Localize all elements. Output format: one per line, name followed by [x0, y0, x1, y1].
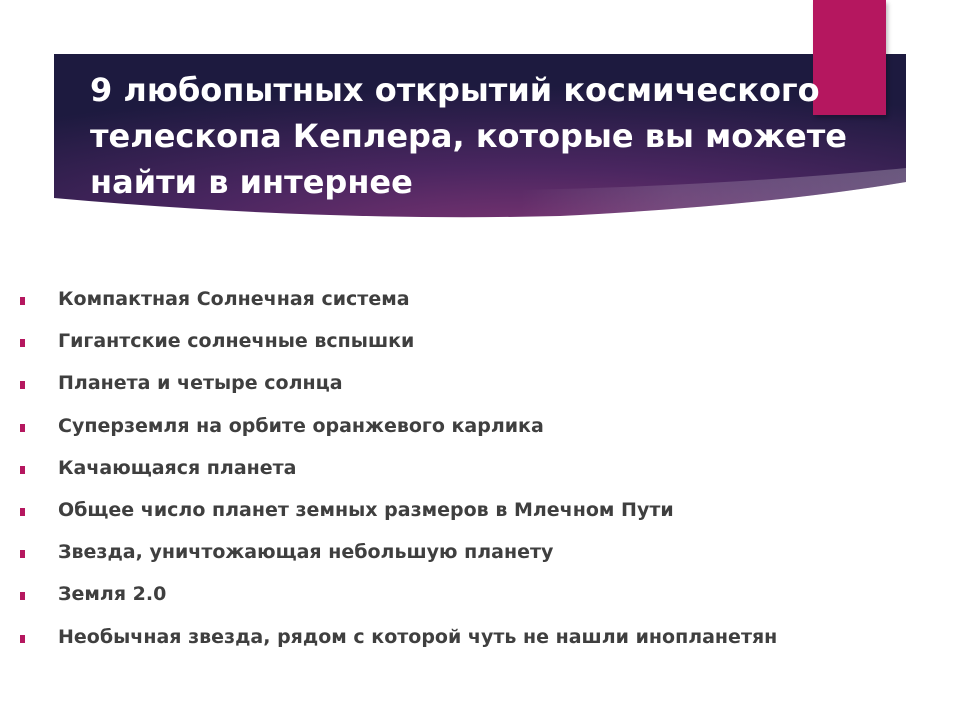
square-bullet-icon — [20, 339, 25, 347]
list-item — [20, 620, 920, 662]
bullet-text: Звезда, уничтожающая небольшую планету — [58, 541, 554, 564]
list-item — [20, 282, 920, 324]
bullet-list — [20, 282, 920, 662]
square-bullet-icon — [20, 297, 25, 305]
list-item — [20, 451, 920, 493]
square-bullet-icon — [20, 635, 25, 643]
bullet-text: Компактная Солнечная система — [58, 288, 410, 310]
square-bullet-icon — [20, 424, 25, 432]
list-item — [20, 366, 920, 408]
square-bullet-icon — [20, 381, 25, 389]
bullet-text: Общее число планет земных размеров в Млечном Пути — [58, 498, 674, 521]
square-bullet-icon — [20, 592, 25, 600]
bullet-text: Земля 2.0 — [58, 583, 167, 606]
bullet-text: Качающаяся планета — [58, 456, 297, 479]
square-bullet-icon — [20, 550, 25, 558]
list-item — [20, 493, 920, 535]
list-item — [20, 409, 920, 451]
bullet-text: Планета и четыре солнца — [58, 372, 343, 395]
square-bullet-icon — [20, 508, 25, 516]
list-item — [20, 324, 920, 366]
bullet-text: Необычная звезда, рядом с которой чуть не нашли инопланетян — [58, 625, 778, 648]
slide-title: 9 любопытных открытий космического телескопа Кеплера, которые вы можете найти в интернее — [90, 71, 847, 201]
list-item — [20, 535, 920, 577]
bullet-text: Суперземля на орбите оранжевого карлика — [58, 414, 544, 437]
bullet-text: Гигантские солнечные вспышки — [58, 330, 415, 353]
square-bullet-icon — [20, 466, 25, 474]
list-item — [20, 577, 920, 619]
